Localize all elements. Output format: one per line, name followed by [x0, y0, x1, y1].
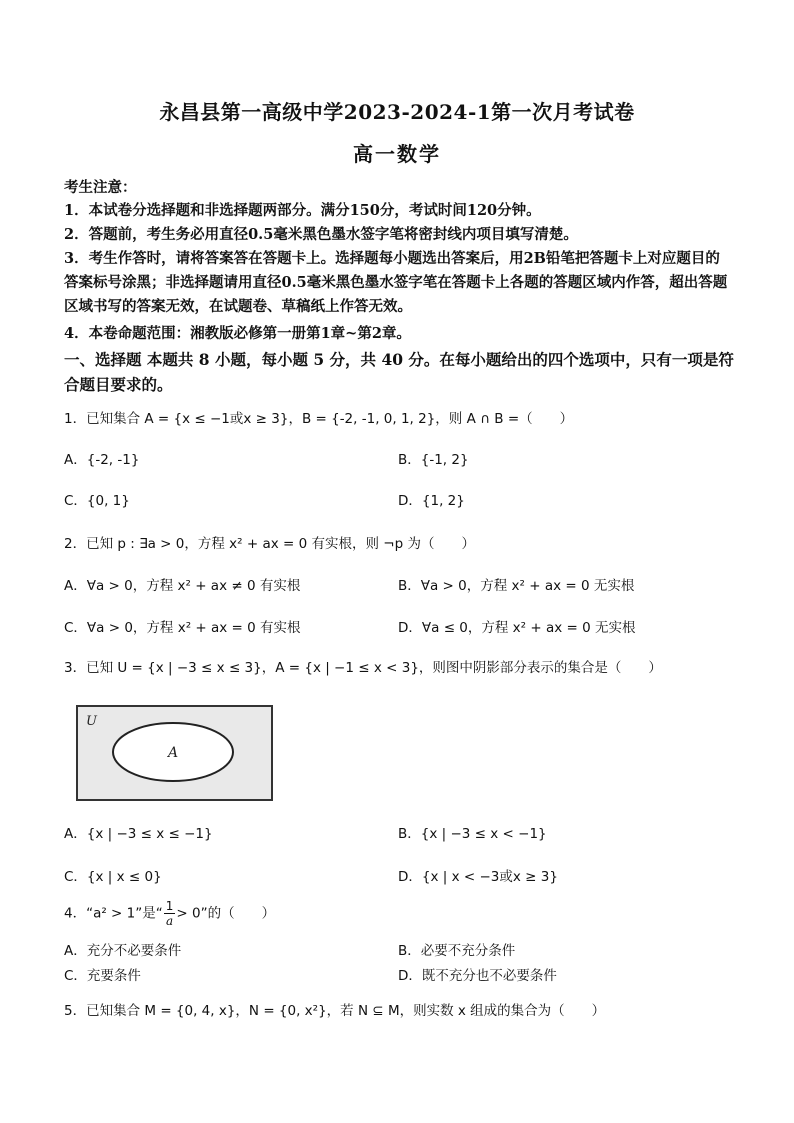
venn-diagram [76, 705, 273, 801]
question-1-option-b: B．{-1, 2} [398, 452, 469, 468]
question-4-stem-start: 4．“a² > 1”是“ [64, 905, 163, 922]
question-4-option-d: D．既不充分也不必要条件 [398, 968, 557, 984]
question-3-stem: 3．已知 U = {x | −3 ≤ x ≤ 3}，A = {x | −1 ≤ x < 3}，则图中阴影部分表示的集合是（ ） [64, 660, 662, 676]
question-1-option-c: C．{0, 1} [64, 493, 130, 509]
question-1-option-a: A．{-2, -1} [64, 452, 140, 468]
question-2-stem: 2．已知 p : ∃a > 0，方程 x² + ax = 0 有实根，则 ¬p 为（ ） [64, 536, 475, 552]
question-5-stem: 5．已知集合 M = {0, 4, x}，N = {0, x²}，若 N ⊆ M，则实数 x 组成的集合为（ ） [64, 1003, 606, 1019]
question-4-fraction [164, 899, 176, 928]
question-3-option-c: C．{x | x ≤ 0} [64, 869, 162, 885]
exam-title: 永昌县第一高级中学2023-2024-1第一次月考试卷 [159, 100, 635, 124]
fraction-numerator: 1 [165, 899, 174, 913]
question-2-option-b: B．∀a > 0，方程 x² + ax = 0 无实根 [398, 578, 635, 594]
question-2-option-a: A．∀a > 0，方程 x² + ax ≠ 0 有实根 [64, 578, 301, 594]
question-1-option-d: D．{1, 2} [398, 493, 465, 509]
fraction-denominator: a [165, 914, 174, 928]
notice-item-2: 2．答题前，考生务必用直径0.5毫米黑色墨水签字笔将密封线内项目填写清楚。 [64, 226, 578, 243]
notice-heading: 考生注意： [64, 179, 137, 196]
venn-label-a: A [168, 745, 179, 761]
question-4-option-b: B．必要不充分条件 [398, 943, 516, 959]
notice-item-3: 3．考生作答时，请将答案答在答题卡上。选择题每小题选出答案后，用2B铅笔把答题卡上对应题目的答案标号涂黑；非选择题请用直径0.5毫米黑色墨水签字笔在答题卡上各题的答题区域内作答，超出答题区域书写的答案无效，在试题卷、草稿纸上作答无效。 [64, 250, 728, 315]
question-4-stem [64, 899, 275, 928]
question-4-option-a: A．充分不必要条件 [64, 943, 182, 959]
question-4-option-c: C．充要条件 [64, 968, 141, 984]
venn-diagram-drawing [78, 707, 271, 799]
exam-subject: 高一数学 [353, 142, 441, 166]
question-4-stem-end: > 0”的（ ） [176, 905, 276, 922]
question-3-option-a: A．{x | −3 ≤ x ≤ −1} [64, 826, 213, 842]
question-3-option-b: B．{x | −3 ≤ x < −1} [398, 826, 547, 842]
question-2-option-d: D．∀a ≤ 0，方程 x² + ax = 0 无实根 [398, 620, 636, 636]
section-heading: 一、选择题 本题共 8 小题，每小题 5 分，共 40 分。在每小题给出的四个选项中，只有一项是符合题目要求的。 [64, 350, 734, 394]
notice-item-1: 1．本试卷分选择题和非选择题两部分。满分150分，考试时间120分钟。 [64, 202, 541, 219]
question-2-option-c: C．∀a > 0，方程 x² + ax = 0 有实根 [64, 620, 301, 636]
venn-label-u: U [86, 714, 97, 729]
question-1-stem: 1．已知集合 A = {x ≤ −1或x ≥ 3}，B = {-2, -1, 0, 1, 2}，则 A ∩ B =（ ） [64, 411, 574, 427]
notice-item-4: 4．本卷命题范围：湘教版必修第一册第1章~第2章。 [64, 325, 411, 342]
question-3-option-d: D．{x | x < −3或x ≥ 3} [398, 869, 558, 885]
